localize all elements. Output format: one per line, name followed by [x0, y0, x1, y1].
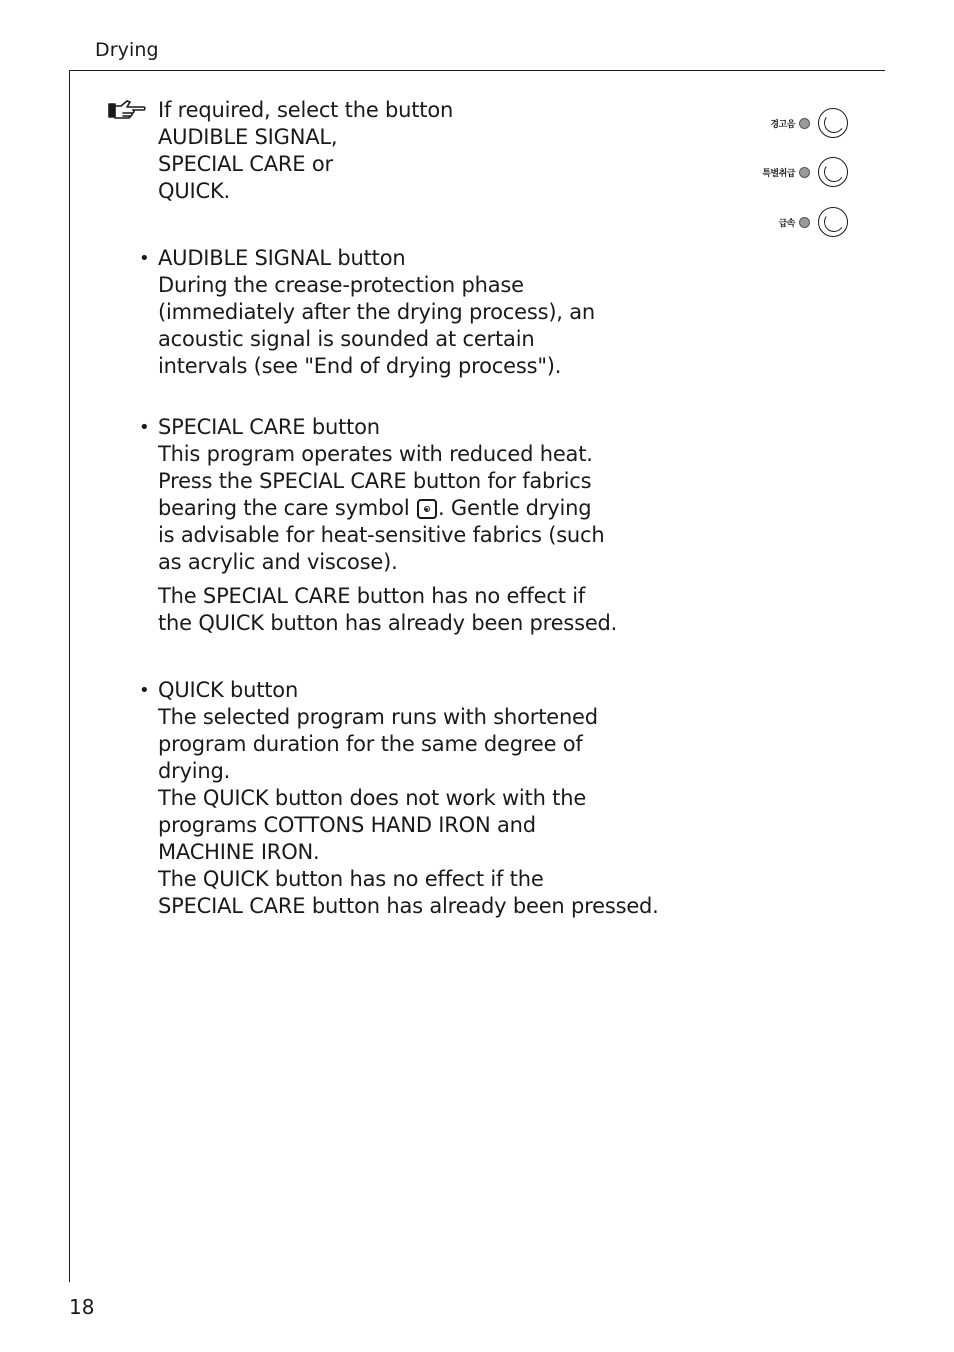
section-title: Drying: [95, 39, 159, 61]
body-line: This program operates with reduced heat.: [158, 442, 593, 466]
special-care-section: [158, 414, 605, 576]
section-heading: QUICK button: [158, 678, 299, 702]
gentle-drying-care-symbol-icon: [417, 499, 437, 519]
indicator-light-icon: [799, 167, 810, 178]
margin-rule: [69, 70, 70, 1282]
body-line: drying.: [158, 759, 231, 783]
panel-row-special-care: [762, 155, 848, 189]
intro-line: AUDIBLE SIGNAL,: [158, 125, 338, 149]
body-line: Press the SPECIAL CARE button for fabrics: [158, 469, 592, 493]
round-button-icon: [818, 207, 848, 237]
body-line: as acrylic and viscose).: [158, 550, 398, 574]
body-line: programs COTTONS HAND IRON and: [158, 813, 536, 837]
body-line: program duration for the same degree of: [158, 732, 583, 756]
audible-signal-section: [158, 245, 595, 380]
panel-label: 특별취급: [762, 168, 795, 179]
section-heading: AUDIBLE SIGNAL button: [158, 246, 406, 270]
panel-label: 급속: [778, 218, 795, 229]
panel-row-quick: [779, 205, 848, 239]
body-text: . Gentle drying: [437, 496, 592, 520]
body-line: SPECIAL CARE button has already been pressed.: [158, 894, 659, 918]
body-line: The SPECIAL CARE button has no effect if: [158, 584, 586, 608]
control-panel-illustration: [740, 100, 860, 245]
round-button-icon: [818, 157, 848, 187]
special-care-note: [158, 583, 617, 637]
page-number: 18: [69, 1295, 95, 1319]
bullet: •: [139, 248, 150, 269]
body-line: The QUICK button has no effect if the: [158, 867, 544, 891]
intro-line: QUICK.: [158, 179, 231, 203]
body-line: intervals (see "End of drying process").: [158, 354, 562, 378]
bullet: •: [139, 680, 150, 701]
body-line: is advisable for heat-sensitive fabrics (such: [158, 523, 605, 547]
quick-section: [158, 677, 659, 920]
body-line: The QUICK button does not work with the: [158, 786, 587, 810]
round-button-icon: [818, 108, 848, 138]
indicator-light-icon: [799, 118, 810, 129]
body-text: bearing the care symbol: [158, 496, 416, 520]
section-heading: SPECIAL CARE button: [158, 415, 380, 439]
body-line: the QUICK button has already been pressed.: [158, 611, 618, 635]
body-line-with-symbol: [158, 495, 605, 522]
body-line: During the crease-protection phase: [158, 273, 524, 297]
panel-row-audible: [770, 106, 848, 140]
body-line: (immediately after the drying process), an: [158, 300, 596, 324]
body-line: The selected program runs with shortened: [158, 705, 598, 729]
indicator-light-icon: [799, 217, 810, 228]
intro-text: [158, 97, 453, 205]
panel-label: 경고음: [770, 119, 795, 130]
body-line: MACHINE IRON.: [158, 840, 320, 864]
intro-line: SPECIAL CARE or: [158, 152, 333, 176]
pointing-hand-icon: [107, 98, 147, 120]
header-rule: [69, 70, 885, 71]
intro-line: If required, select the button: [158, 98, 454, 122]
bullet: •: [139, 417, 150, 438]
body-line: acoustic signal is sounded at certain: [158, 327, 535, 351]
